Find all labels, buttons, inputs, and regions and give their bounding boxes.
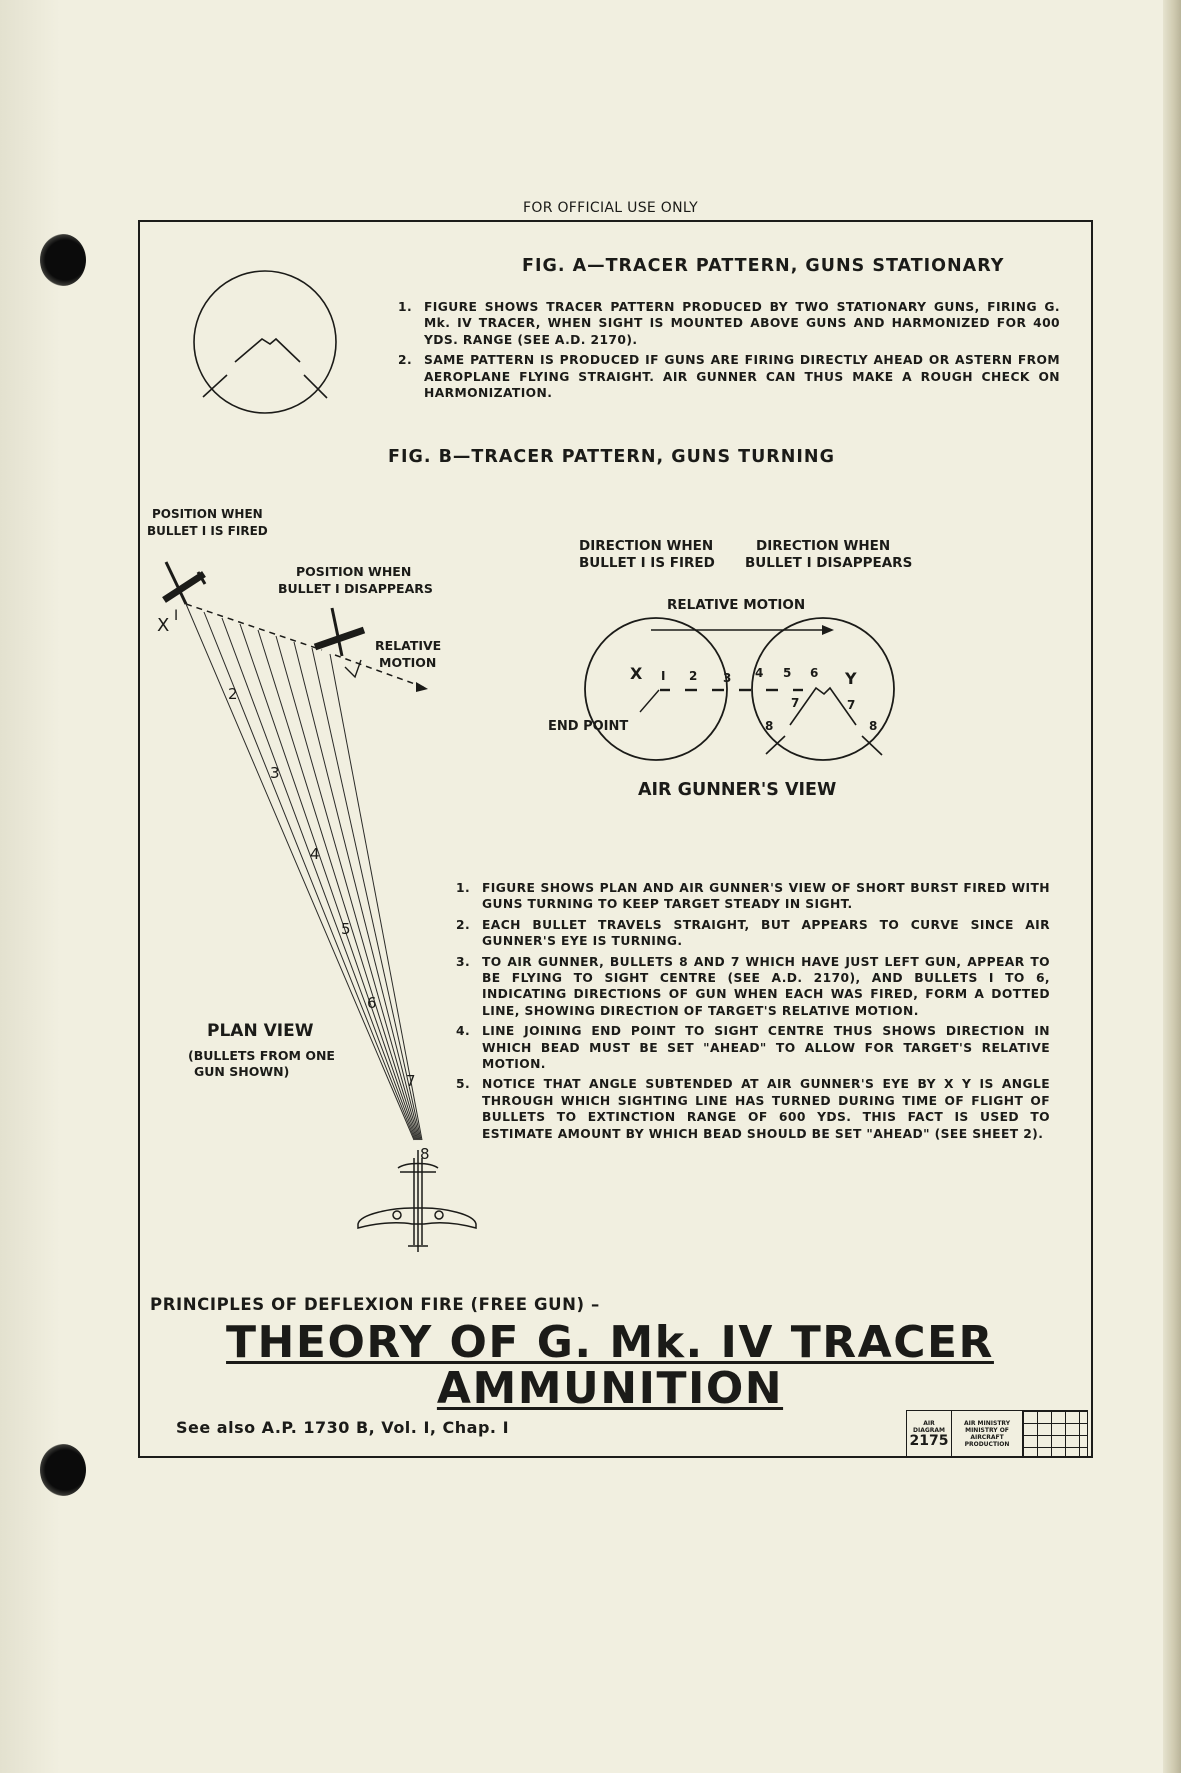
- page-title-line-2: AMMUNITION: [436, 1363, 784, 1414]
- svg-text:3: 3: [723, 671, 732, 685]
- fig-b-note: 5. NOTICE THAT ANGLE SUBTENDED AT AIR GUNNER'S EYE BY X Y IS ANGLE THROUGH WHICH SIGHTING LINE HAS TURNED DURING TIME OF FLIGHT OF BULLETS TO EXTINCTION RANGE OF 600 YDS. THIS FACT IS USED TO ESTIMATE AMOUNT BY WHICH BEAD SHOULD BE SET "AHEAD" (SEE SHEET 2).: [456, 1077, 1050, 1141]
- stamp-authority-cell: AIR MINISTRY MINISTRY OF AIRCRAFT PRODUCTION: [952, 1411, 1023, 1457]
- relative-motion-arrow-icon: [822, 625, 834, 635]
- plan-label-disappears-1: POSITION WHEN: [296, 564, 412, 579]
- bullet-label: 4: [310, 845, 320, 863]
- gunner-dir-fired-2: BULLET I IS FIRED: [579, 555, 715, 571]
- svg-text:I: I: [661, 669, 666, 683]
- fig-b-notes: [456, 880, 1050, 1146]
- right-sight-bead: [766, 688, 882, 755]
- svg-text:7: 7: [847, 698, 856, 712]
- plan-relative-1: RELATIVE: [375, 638, 442, 653]
- stamp-diagram-cell: AIR DIAGRAM 2175: [907, 1411, 952, 1457]
- fig-a-note: 2. SAME PATTERN IS PRODUCED IF GUNS ARE FIRING DIRECTLY AHEAD OR ASTERN FROM AEROPLANE FLYING STRAIGHT. AIR GUNNER CAN THUS MAKE A ROUGH CHECK ON HARMONIZATION.: [398, 353, 1060, 401]
- fig-b-title: FIG. B—TRACER PATTERN, GUNS TURNING: [388, 447, 835, 467]
- page-title-line-1: THEORY OF G. Mk. IV TRACER: [226, 1317, 994, 1368]
- bullet-label: 5: [341, 920, 351, 938]
- svg-text:8: 8: [869, 719, 878, 733]
- bullet-label: 2: [228, 685, 238, 703]
- page-title: [140, 1317, 1080, 1414]
- svg-text:5: 5: [783, 666, 792, 680]
- bullet-label: 7: [406, 1072, 416, 1090]
- stamp-sheet-number: 2175: [909, 1433, 949, 1449]
- see-also-reference: See also A.P. 1730 B, Vol. I, Chap. I: [176, 1418, 510, 1437]
- end-point-line: [640, 690, 659, 712]
- plan-label-fired-2: BULLET I IS FIRED: [147, 524, 268, 538]
- fig-b-note: 3. TO AIR GUNNER, BULLETS 8 AND 7 WHICH HAVE JUST LEFT GUN, APPEAR TO BE FLYING TO SIGHT CENTRE (SEE A.D. 2170), AND BULLETS I TO 6, INDICATING DIRECTIONS OF GUN WHEN EACH WAS FIRED, FORM A DOTTED LINE, SHOWING DIRECTION OF TARGET'S RELATIVE MOTION.: [456, 954, 1050, 1018]
- gunner-dir-disappears-2: BULLET I DISAPPEARS: [745, 555, 913, 571]
- fig-b-note: 2. EACH BULLET TRAVELS STRAIGHT, BUT APPEARS TO CURVE SINCE AIR GUNNER'S EYE IS TURNING.: [456, 917, 1050, 949]
- bullet-label: 6: [367, 994, 377, 1012]
- svg-text:6: 6: [810, 666, 819, 680]
- classification-label: FOR OFFICIAL USE ONLY: [523, 200, 698, 216]
- v-mark-icon: [345, 660, 361, 677]
- plan-view-title: PLAN VIEW: [207, 1021, 314, 1041]
- gunner-dir-disappears-1: DIRECTION WHEN: [756, 538, 891, 554]
- plan-label-disappears-2: BULLET I DISAPPEARS: [278, 581, 433, 596]
- svg-text:2: 2: [689, 669, 698, 683]
- gunner-view-title: AIR GUNNER'S VIEW: [638, 780, 837, 800]
- diagram-stamp: [906, 1410, 1088, 1458]
- plan-view-note-2: GUN SHOWN): [194, 1064, 290, 1079]
- fig-b-note: 1. FIGURE SHOWS PLAN AND AIR GUNNER'S VIEW OF SHORT BURST FIRED WITH GUNS TURNING TO KEEP TARGET STEADY IN SIGHT.: [456, 881, 1050, 912]
- relative-motion-arrow-icon: [416, 682, 428, 692]
- bomber-icon: [358, 1150, 476, 1252]
- plan-x-mark: X: [157, 615, 170, 636]
- bullet-label: 3: [270, 764, 280, 782]
- plan-view-note-1: (BULLETS FROM ONE: [188, 1048, 335, 1063]
- plan-x-sub: I: [174, 608, 179, 624]
- gunner-y: Y: [845, 669, 857, 688]
- fig-b-note: 4. LINE JOINING END POINT TO SIGHT CENTRE THUS SHOWS DIRECTION IN WHICH BEAD MUST BE SET "AHEAD" TO ALLOW FOR TARGET'S RELATIVE MOTION.: [456, 1024, 1050, 1072]
- fig-a-note: 1. FIGURE SHOWS TRACER PATTERN PRODUCED BY TWO STATIONARY GUNS, FIRING G. Mk. IV TRACER, WHEN SIGHT IS MOUNTED ABOVE GUNS AND HARMONIZED FOR 400 YDS. RANGE (SEE A.D. 2170).: [398, 300, 1060, 347]
- gunner-dir-fired-1: DIRECTION WHEN: [579, 538, 714, 554]
- plan-relative-2: MOTION: [379, 655, 437, 670]
- stamp-grid: [1023, 1411, 1087, 1457]
- plane-icon-start: [164, 562, 205, 604]
- gunner-end-point: END POINT: [548, 719, 629, 734]
- plan-label-fired-1: POSITION WHEN: [152, 507, 263, 521]
- footer-subtitle: PRINCIPLES OF DEFLEXION FIRE (FREE GUN) –: [150, 1295, 600, 1314]
- svg-text:4: 4: [755, 666, 764, 680]
- gunner-relative-motion: RELATIVE MOTION: [667, 597, 806, 613]
- gunner-x: X: [630, 664, 643, 683]
- fig-a-sight-ring: [194, 271, 336, 413]
- plane-icon-end: [315, 608, 364, 656]
- fig-a-title: FIG. A—TRACER PATTERN, GUNS STATIONARY: [522, 256, 1005, 276]
- svg-text:7: 7: [791, 696, 800, 710]
- svg-text:8: 8: [765, 719, 774, 733]
- bullet-label: 8: [420, 1145, 430, 1163]
